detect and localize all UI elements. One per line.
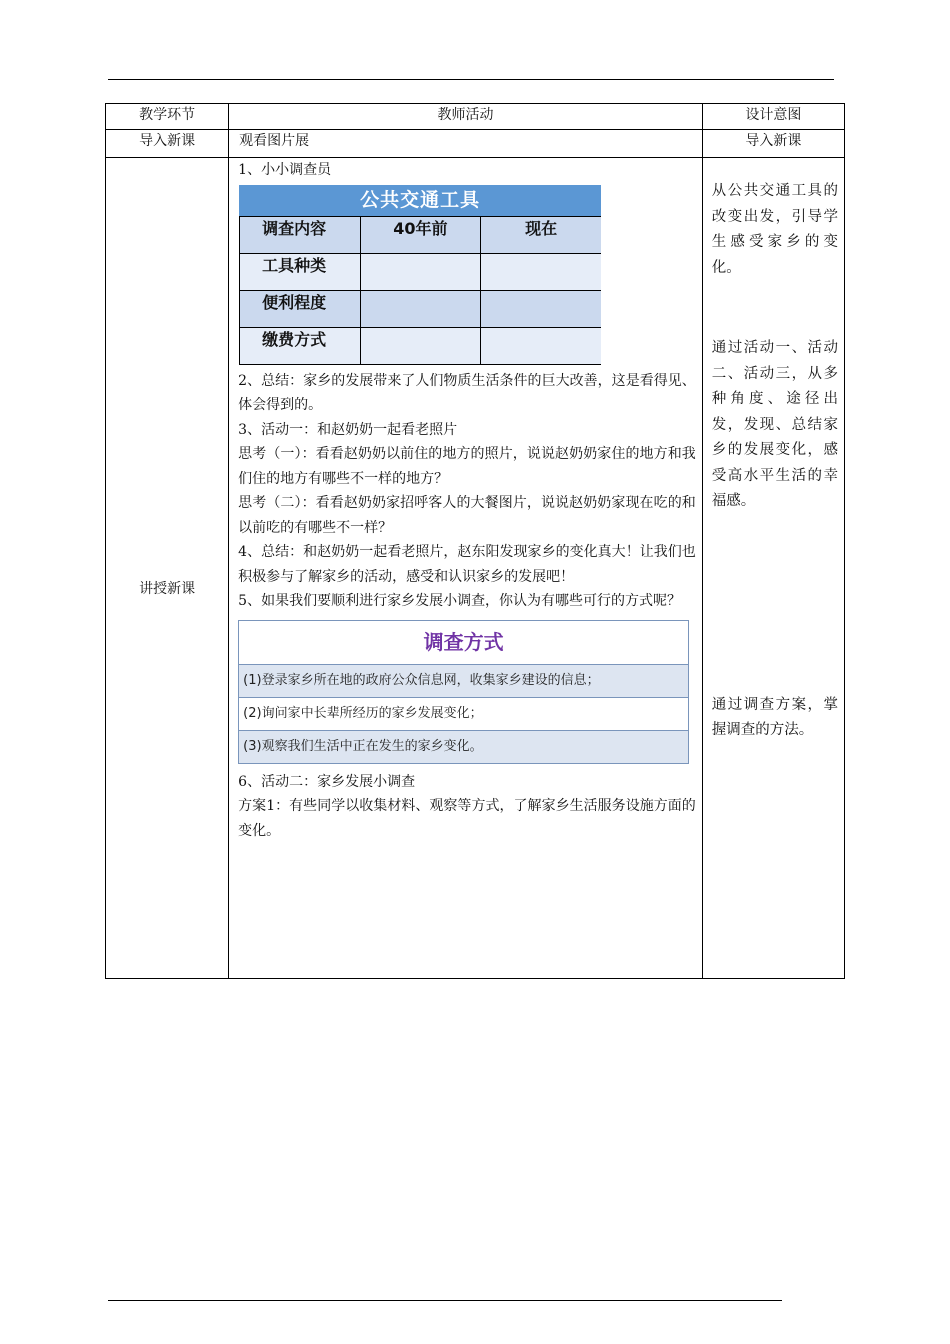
header-design-intent: 设计意图 bbox=[702, 104, 844, 130]
intro-row bbox=[106, 130, 845, 158]
survey-method-item: (3)观察我们生活中正在发生的家乡变化。 bbox=[239, 731, 688, 763]
intro-stage: 导入新课 bbox=[106, 130, 229, 158]
activity-line-6: 4、总结：和赵奶奶一起看老照片，赵东阳发现家乡的变化真大！让我们也积极参与了解家乡的活动，感受和认识家乡的发展吧！ bbox=[238, 544, 696, 585]
transport-col-now: 现在 bbox=[481, 216, 602, 253]
transport-row-label: 工具种类 bbox=[240, 253, 361, 290]
design-intent-1: 从公共交通工具的改变出发，引导学生感受家乡的变化。 bbox=[711, 183, 838, 276]
transport-header-row bbox=[240, 216, 602, 253]
transport-image-grid bbox=[239, 216, 601, 365]
activity-line-5: 思考（二）：看看赵奶奶家招呼客人的大餐图片，说说赵奶奶家现在吃的和以前吃的有哪些不一样？ bbox=[238, 495, 696, 536]
transport-col-content: 调查内容 bbox=[240, 216, 361, 253]
survey-method-image bbox=[238, 620, 689, 764]
transport-empty-cell bbox=[360, 290, 481, 327]
intro-design-intent: 导入新课 bbox=[702, 130, 844, 158]
transport-row bbox=[240, 253, 602, 290]
transport-col-40years: 40年前 bbox=[360, 216, 481, 253]
activity-line-3: 3、活动一：和赵奶奶一起看老照片 bbox=[238, 421, 458, 438]
transport-row-label: 便利程度 bbox=[240, 290, 361, 327]
teaching-row bbox=[106, 158, 845, 979]
transport-row-label: 缴费方式 bbox=[240, 327, 361, 364]
transport-row bbox=[240, 327, 602, 364]
header-teacher-activity: 教师活动 bbox=[229, 104, 703, 130]
transport-empty-cell bbox=[360, 327, 481, 364]
activity-line-1: 1、小小调查员 bbox=[238, 162, 332, 178]
teaching-activity-cell bbox=[229, 158, 703, 979]
teaching-activity-content bbox=[229, 158, 702, 843]
activity-line-9: 方案1：有些同学以收集材料、观察等方式，了解家乡生活服务设施方面的变化。 bbox=[238, 798, 696, 839]
survey-image-title: 调查方式 bbox=[239, 621, 688, 665]
header-stage: 教学环节 bbox=[106, 104, 229, 130]
activity-line-4: 思考（一）：看看赵奶奶以前住的地方的照片，说说赵奶奶家住的地方和我们住的地方有哪些不一样的地方？ bbox=[238, 446, 696, 487]
lesson-plan-table bbox=[105, 103, 845, 979]
survey-method-item: (2)询问家中长辈所经历的家乡发展变化； bbox=[239, 698, 688, 731]
activity-line-2: 2、总结：家乡的发展带来了人们物质生活条件的巨大改善，这是看得见、体会得到的。 bbox=[238, 372, 696, 413]
transport-empty-cell bbox=[360, 253, 481, 290]
design-intent-3: 通过调查方案，掌握调查的方法。 bbox=[711, 696, 838, 738]
intro-teacher-activity: 观看图片展 bbox=[229, 130, 703, 158]
survey-method-item: (1)登录家乡所在地的政府公众信息网，收集家乡建设的信息； bbox=[239, 665, 688, 698]
transport-empty-cell bbox=[481, 290, 602, 327]
transport-empty-cell bbox=[481, 327, 602, 364]
footer-rule bbox=[108, 1300, 782, 1301]
teaching-stage: 讲授新课 bbox=[106, 158, 229, 979]
activity-line-7: 5、如果我们要顺利进行家乡发展小调查，你认为有哪些可行的方式呢？ bbox=[238, 593, 682, 609]
header-rule bbox=[108, 79, 834, 80]
transport-row bbox=[240, 290, 602, 327]
design-intent-cell bbox=[702, 158, 844, 979]
design-intent-content bbox=[703, 179, 844, 744]
transport-survey-image bbox=[239, 185, 601, 365]
table-header-row bbox=[106, 104, 845, 130]
transport-image-title: 公共交通工具 bbox=[239, 185, 601, 216]
design-intent-2: 通过活动一、活动二、活动三，从多种角度、途径出发，发现、总结家乡的发展变化，感受高水平生活的幸福感。 bbox=[711, 340, 838, 509]
transport-empty-cell bbox=[481, 253, 602, 290]
activity-line-8: 6、活动二：家乡发展小调查 bbox=[238, 773, 416, 790]
